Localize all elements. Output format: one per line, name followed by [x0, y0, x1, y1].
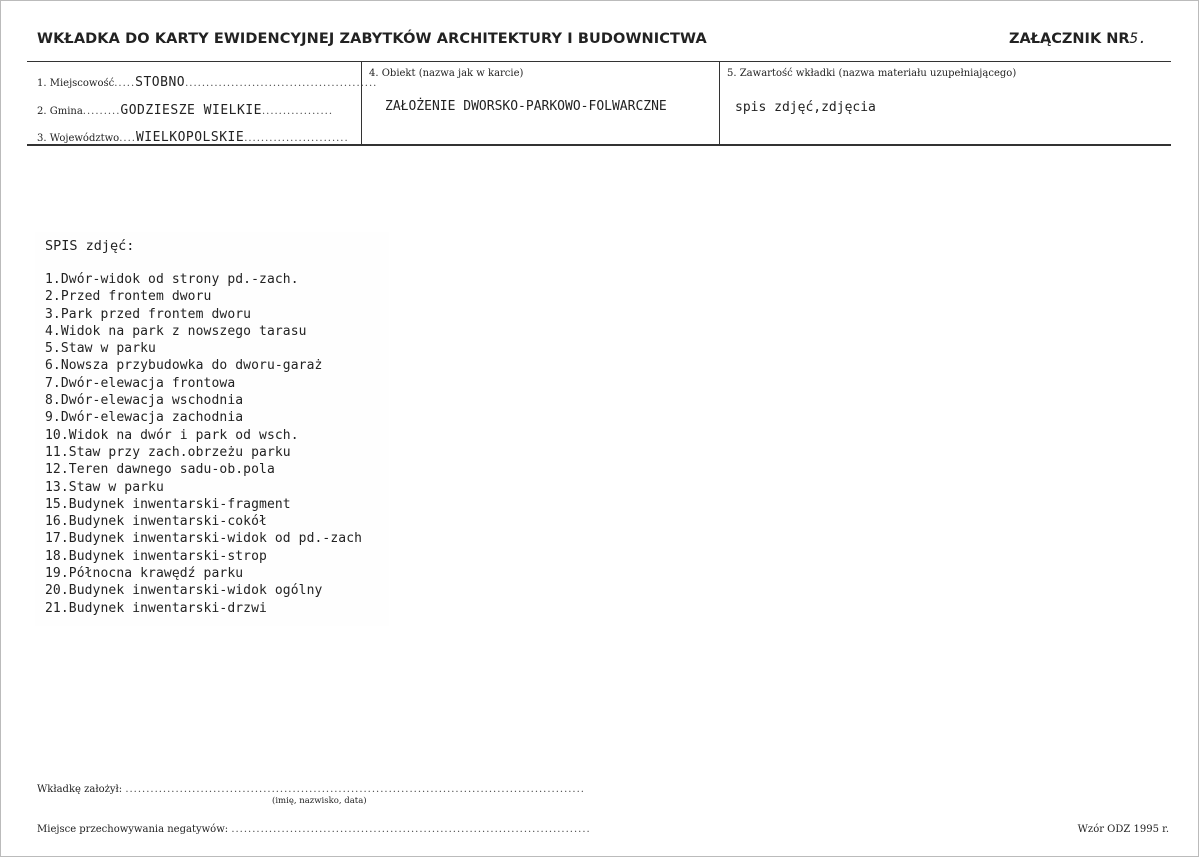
list-item: 19.Północna krawędź parku [45, 566, 244, 582]
photo-list [45, 271, 362, 617]
creator-line [37, 784, 585, 795]
list-item: 16.Budynek inwentarski-cokół [45, 514, 267, 530]
header-top-rule [27, 61, 1171, 62]
dot-leader: ................. [261, 106, 334, 117]
column-divider [361, 62, 362, 144]
commune-value: GODZIESZE WIELKIE [120, 103, 262, 118]
list-item: 4.Widok na park z nowszego tarasu [45, 323, 307, 339]
list-item: 8.Dwór-elewacja wschodnia [45, 393, 244, 409]
province-value: WIELKOPOLSKIE [135, 130, 245, 145]
province-label: 3. Województwo [37, 133, 120, 144]
dot-leader: .... [119, 133, 136, 144]
locality-field [37, 71, 378, 90]
column-divider [719, 62, 720, 144]
form-version: Wzór ODZ 1995 r. [1077, 824, 1169, 835]
list-item: 15.Budynek inwentarski-fragment [45, 496, 291, 512]
photo-list-title: SPIS zdjęć: [45, 238, 135, 254]
list-item: 9.Dwór-elewacja zachodnia [45, 410, 244, 426]
dot-leader: ......................... [244, 133, 349, 144]
commune-label: 2. Gmina [37, 106, 83, 117]
dot-leader: ...................................................................................... [231, 824, 591, 835]
dot-leader: ......... [82, 106, 121, 117]
dot-leader: .............................................................................................................. [125, 784, 585, 795]
list-item: 6.Nowsza przybudowka do dworu-garaż [45, 358, 323, 374]
list-item: 5.Staw w parku [45, 341, 156, 357]
list-item: 2.Przed frontem dworu [45, 289, 212, 305]
annex-label-group [1009, 31, 1147, 47]
list-item: 10.Widok na dwór i park od wsch. [45, 427, 299, 443]
locality-label: 1. Miejscowość [37, 78, 115, 89]
form-title: WKŁADKA DO KARTY EWIDENCYJNEJ ZABYTKÓW ARCHITEKTURY I BUDOWNICTWA [37, 31, 707, 47]
negatives-label: Miejsce przechowywania negatywów: [37, 824, 229, 835]
locality-value: STOBNO [135, 75, 186, 90]
dot-leader: .............................................. [185, 78, 378, 89]
negatives-line [37, 824, 591, 835]
photo-list-sheet [35, 232, 389, 626]
list-item: 18.Budynek inwentarski-strop [45, 548, 267, 564]
list-item: 1.Dwór-widok od strony pd.-zach. [45, 272, 299, 287]
province-field [37, 126, 347, 145]
annex-label: ZAŁĄCZNIK NR [1008, 31, 1130, 47]
commune-field [37, 99, 347, 118]
dot-leader: ..... [114, 78, 136, 89]
list-item: 20.Budynek inwentarski-widok ogólny [45, 583, 323, 599]
object-value: ZAŁOŻENIE DWORSKO-PARKOWO-FOLWARCZNE [385, 99, 667, 114]
list-item: 7.Dwór-elewacja frontowa [45, 375, 236, 391]
annex-number: 5. [1129, 31, 1147, 47]
creator-label: Wkładkę założył: [37, 784, 123, 795]
list-item: 17.Budynek inwentarski-widok od pd.-zach [45, 531, 363, 547]
contents-label: 5. Zawartość wkładki (nazwa materiału uzupełniającego) [727, 68, 1017, 79]
list-item: 21.Budynek inwentarski-drzwi [45, 600, 267, 616]
list-item: 12.Teren dawnego sadu-ob.pola [45, 462, 275, 478]
object-label: 4. Obiekt (nazwa jak w karcie) [369, 68, 524, 79]
creator-hint: (imię, nazwisko, data) [272, 796, 367, 806]
list-item: 13.Staw w parku [45, 479, 164, 495]
contents-value: spis zdjęć,zdjęcia [735, 100, 876, 115]
list-item: 3.Park przed frontem dworu [45, 306, 252, 322]
list-item: 11.Staw przy zach.obrzeżu parku [45, 444, 291, 460]
